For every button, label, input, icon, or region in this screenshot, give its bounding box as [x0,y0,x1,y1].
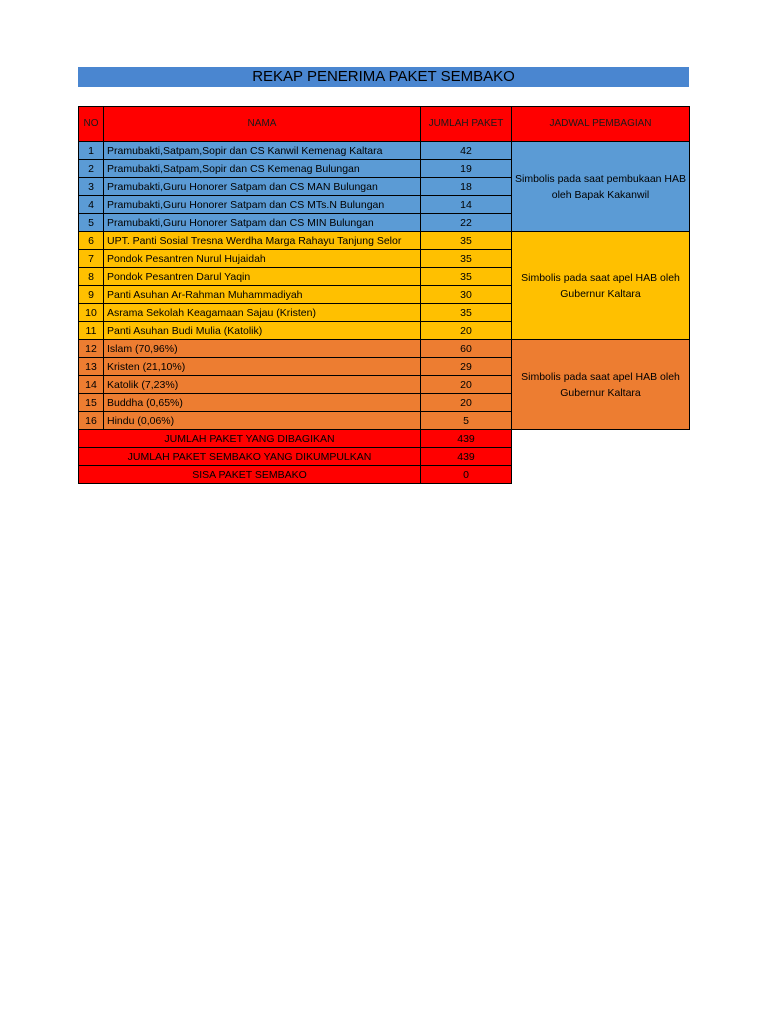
row-jumlah: 20 [421,394,512,412]
row-jumlah: 35 [421,304,512,322]
row-jumlah: 60 [421,340,512,358]
row-nama: Pramubakti,Satpam,Sopir dan CS Kemenag Bulungan [104,160,421,178]
row-no: 11 [79,322,104,340]
jadwal-group-2: Simbolis pada saat apel HAB oleh Gubernur Kaltara [512,232,690,340]
row-no: 4 [79,196,104,214]
table-row [79,340,690,358]
row-nama: Pramubakti,Guru Honorer Satpam dan CS MAN Bulungan [104,178,421,196]
row-nama: Panti Asuhan Ar-Rahman Muhammadiyah [104,286,421,304]
row-nama: Kristen (21,10%) [104,358,421,376]
row-no: 9 [79,286,104,304]
row-no: 16 [79,412,104,430]
row-no: 7 [79,250,104,268]
summary-label: SISA PAKET SEMBAKO [79,466,421,484]
row-nama: Pramubakti,Satpam,Sopir dan CS Kanwil Kemenag Kaltara [104,142,421,160]
row-no: 14 [79,376,104,394]
table-row [79,232,690,250]
header-nama: NAMA [104,107,421,142]
header-jadwal-pembagian: JADWAL PEMBAGIAN [512,107,690,142]
row-jumlah: 30 [421,286,512,304]
row-jumlah: 18 [421,178,512,196]
row-jumlah: 14 [421,196,512,214]
summary-label: JUMLAH PAKET SEMBAKO YANG DIKUMPULKAN [79,448,421,466]
row-no: 12 [79,340,104,358]
row-jumlah: 20 [421,376,512,394]
summary-label: JUMLAH PAKET YANG DIBAGIKAN [79,430,421,448]
row-jumlah: 35 [421,250,512,268]
row-nama: Buddha (0,65%) [104,394,421,412]
row-no: 3 [79,178,104,196]
row-jumlah: 5 [421,412,512,430]
table-header-row [79,107,690,142]
summary-row [79,448,690,466]
summary-value: 439 [421,448,512,466]
row-jumlah: 35 [421,268,512,286]
page-title: REKAP PENERIMA PAKET SEMBAKO [78,67,689,87]
summary-row [79,430,690,448]
row-no: 5 [79,214,104,232]
row-jumlah: 22 [421,214,512,232]
row-nama: Pramubakti,Guru Honorer Satpam dan CS MTs.N Bulungan [104,196,421,214]
row-jumlah: 35 [421,232,512,250]
row-nama: Pondok Pesantren Nurul Hujaidah [104,250,421,268]
summary-value: 0 [421,466,512,484]
row-nama: Islam (70,96%) [104,340,421,358]
row-nama: Asrama Sekolah Keagamaan Sajau (Kristen) [104,304,421,322]
row-no: 8 [79,268,104,286]
row-nama: Katolik (7,23%) [104,376,421,394]
row-nama: UPT. Panti Sosial Tresna Werdha Marga Rahayu Tanjung Selor [104,232,421,250]
row-no: 15 [79,394,104,412]
rekap-table [78,106,690,484]
row-jumlah: 19 [421,160,512,178]
row-jumlah: 20 [421,322,512,340]
table-row [79,142,690,160]
summary-row [79,466,690,484]
row-nama: Panti Asuhan Budi Mulia (Katolik) [104,322,421,340]
header-no: NO [79,107,104,142]
row-nama: Pramubakti,Guru Honorer Satpam dan CS MIN Bulungan [104,214,421,232]
row-no: 6 [79,232,104,250]
row-no: 1 [79,142,104,160]
jadwal-group-3: Simbolis pada saat apel HAB oleh Gubernur Kaltara [512,340,690,430]
summary-value: 439 [421,430,512,448]
header-jumlah-paket: JUMLAH PAKET [421,107,512,142]
row-no: 2 [79,160,104,178]
row-no: 13 [79,358,104,376]
row-jumlah: 29 [421,358,512,376]
jadwal-group-1: Simbolis pada saat pembukaan HAB oleh Bapak Kakanwil [512,142,690,232]
row-jumlah: 42 [421,142,512,160]
row-no: 10 [79,304,104,322]
row-nama: Hindu (0,06%) [104,412,421,430]
row-nama: Pondok Pesantren Darul Yaqin [104,268,421,286]
